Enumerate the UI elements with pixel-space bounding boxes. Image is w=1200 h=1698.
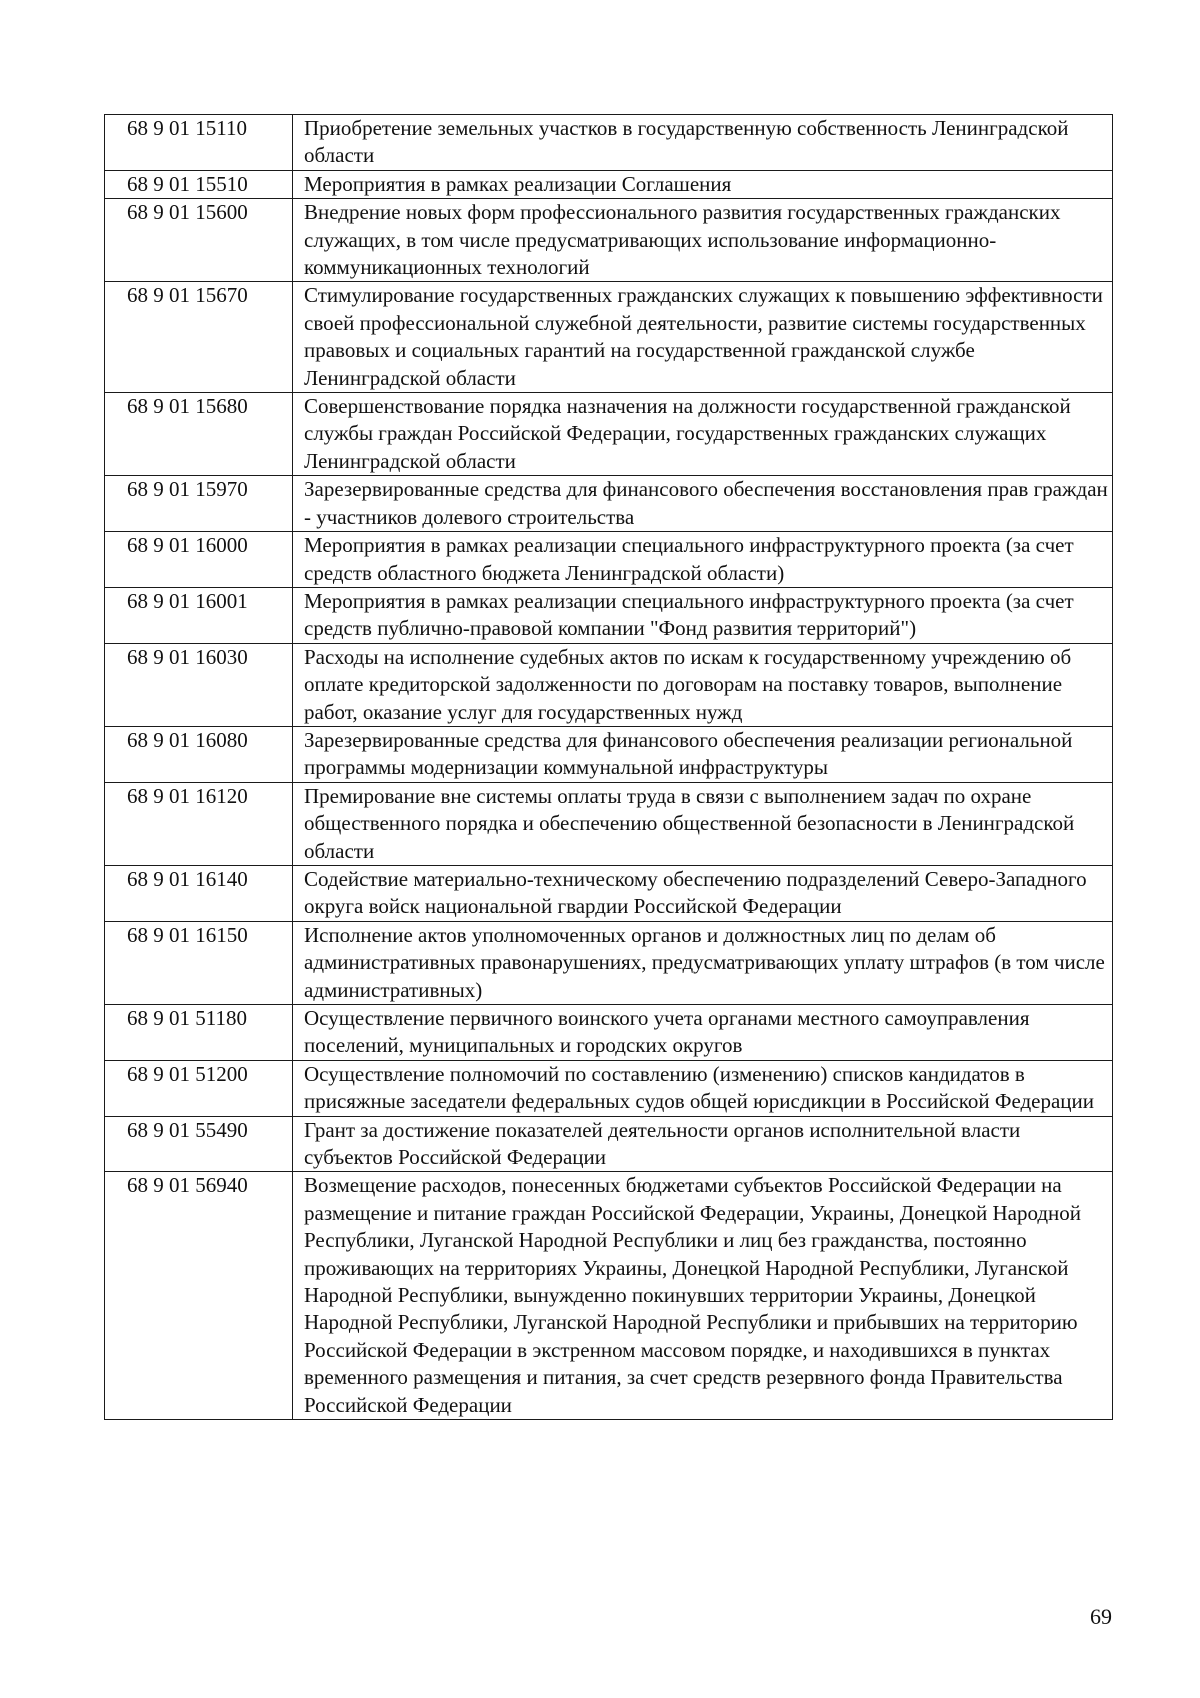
description-cell: Грант за достижение показателей деятельности органов исполнительной власти субъектов Российской Федерации	[293, 1116, 1113, 1172]
budget-classification-table	[104, 114, 1113, 1420]
code-cell: 68 9 01 51200	[105, 1060, 293, 1116]
page-number: 69	[1090, 1604, 1112, 1629]
code-cell: 68 9 01 51180	[105, 1005, 293, 1061]
table-row	[105, 1005, 1113, 1061]
code-cell: 68 9 01 16001	[105, 587, 293, 643]
description-cell: Расходы на исполнение судебных актов по искам к государственному учреждению об оплате кредиторской задолженности по договорам на поставку товаров, выполнение работ, оказание услуг для государственных нужд	[293, 643, 1113, 726]
table-row	[105, 282, 1113, 393]
code-cell: 68 9 01 15670	[105, 282, 293, 393]
code-cell: 68 9 01 16080	[105, 726, 293, 782]
code-cell: 68 9 01 55490	[105, 1116, 293, 1172]
code-cell: 68 9 01 16120	[105, 782, 293, 865]
table-row	[105, 921, 1113, 1004]
table-row	[105, 199, 1113, 282]
table-row	[105, 393, 1113, 476]
code-cell: 68 9 01 15970	[105, 476, 293, 532]
table-row	[105, 587, 1113, 643]
code-cell: 68 9 01 15680	[105, 393, 293, 476]
description-cell: Мероприятия в рамках реализации Соглашения	[293, 170, 1113, 198]
table-row	[105, 865, 1113, 921]
table-row	[105, 782, 1113, 865]
description-cell: Мероприятия в рамках реализации специального инфраструктурного проекта (за счет средств областного бюджета Ленинградской области)	[293, 532, 1113, 588]
description-cell: Стимулирование государственных гражданских служащих к повышению эффективности своей профессиональной служебной деятельности, развитие системы государственных правовых и социальных гарантий на государственной гражданской службе Ленинградской области	[293, 282, 1113, 393]
table-row	[105, 476, 1113, 532]
table-body	[105, 115, 1113, 1420]
code-cell: 68 9 01 16000	[105, 532, 293, 588]
table-row	[105, 726, 1113, 782]
code-cell: 68 9 01 15600	[105, 199, 293, 282]
description-cell: Осуществление полномочий по составлению (изменению) списков кандидатов в присяжные заседатели федеральных судов общей юрисдикции в Российской Федерации	[293, 1060, 1113, 1116]
description-cell: Мероприятия в рамках реализации специального инфраструктурного проекта (за счет средств публично-правовой компании "Фонд развития территорий")	[293, 587, 1113, 643]
description-cell: Содействие материально-техническому обеспечению подразделений Северо-Западного округа войск национальной гвардии Российской Федерации	[293, 865, 1113, 921]
description-cell: Исполнение актов уполномоченных органов и должностных лиц по делам об административных правонарушениях, предусматривающих уплату штрафов (в том числе административных)	[293, 921, 1113, 1004]
code-cell: 68 9 01 15110	[105, 115, 293, 171]
table-row	[105, 115, 1113, 171]
description-cell: Осуществление первичного воинского учета органами местного самоуправления поселений, муниципальных и городских округов	[293, 1005, 1113, 1061]
code-cell: 68 9 01 16030	[105, 643, 293, 726]
description-cell: Возмещение расходов, понесенных бюджетами субъектов Российской Федерации на размещение и питание граждан Российской Федерации, Украины, Донецкой Народной Республики, Луганской Народной Республики и лиц без гражданства, постоянно проживающих на территориях Украины, Донецкой Народной Республики, Луганской Народной Республики, вынужденно покинувших территории Украины, Донецкой Народной Республики, Луганской Народной Республики и прибывших на территорию Российской Федерации в экстренном массовом порядке, и находившихся в пунктах временного размещения и питания, за счет средств резервного фонда Правительства Российской Федерации	[293, 1172, 1113, 1420]
description-cell: Зарезервированные средства для финансового обеспечения восстановления прав граждан - участников долевого строительства	[293, 476, 1113, 532]
table-row	[105, 532, 1113, 588]
description-cell: Внедрение новых форм профессионального развития государственных гражданских служащих, в том числе предусматривающих использование информационно-коммуникационных технологий	[293, 199, 1113, 282]
code-cell: 68 9 01 56940	[105, 1172, 293, 1420]
code-cell: 68 9 01 16150	[105, 921, 293, 1004]
code-cell: 68 9 01 15510	[105, 170, 293, 198]
description-cell: Премирование вне системы оплаты труда в связи с выполнением задач по охране общественного порядка и обеспечению общественной безопасности в Ленинградской области	[293, 782, 1113, 865]
description-cell: Приобретение земельных участков в государственную собственность Ленинградской области	[293, 115, 1113, 171]
table-row	[105, 170, 1113, 198]
code-cell: 68 9 01 16140	[105, 865, 293, 921]
description-cell: Совершенствование порядка назначения на должности государственной гражданской службы граждан Российской Федерации, государственных гражданских служащих Ленинградской области	[293, 393, 1113, 476]
description-cell: Зарезервированные средства для финансового обеспечения реализации региональной программы модернизации коммунальной инфраструктуры	[293, 726, 1113, 782]
table-row	[105, 643, 1113, 726]
table-row	[105, 1116, 1113, 1172]
table-row	[105, 1172, 1113, 1420]
table-row	[105, 1060, 1113, 1116]
